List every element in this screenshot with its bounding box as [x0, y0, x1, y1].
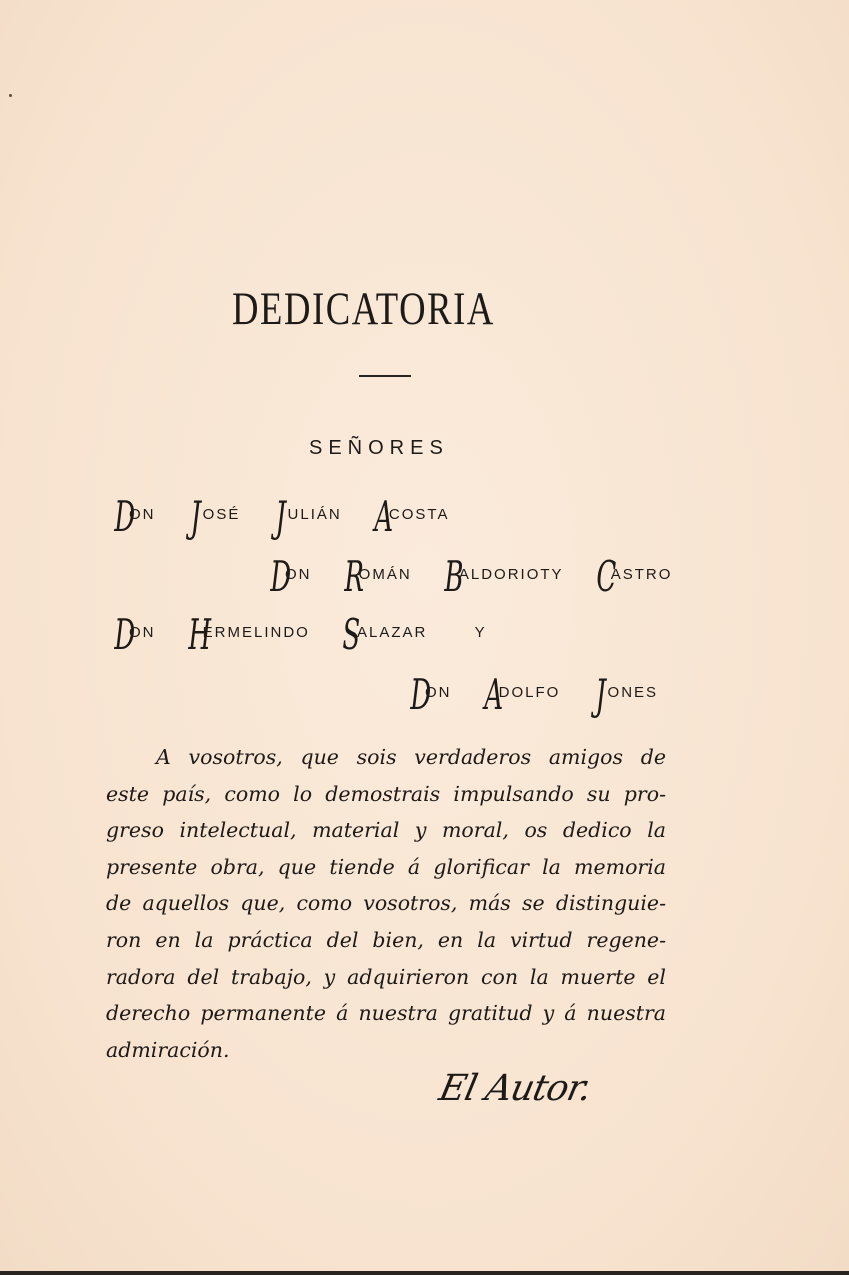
dedicatee-word: JOSÉ	[189, 492, 241, 541]
divider-rule	[359, 375, 411, 377]
page-bottom-edge	[0, 1271, 849, 1275]
author-signature: El Autor.	[435, 1068, 595, 1109]
dedicatee-word: ROMÁN	[344, 552, 412, 601]
dedicatee-word: HERMELINDO	[188, 610, 310, 659]
dedicatee-word: JONES	[594, 670, 659, 719]
dedicatee-word: DON	[410, 670, 452, 719]
paragraph-line: radora del trabajo, y adquirieron con la muerte el	[106, 964, 666, 989]
ink-speck	[9, 94, 12, 97]
dedicatee-word: DON	[270, 552, 312, 601]
dedicatee-word: ADOLFO	[484, 670, 561, 719]
dedicatee-word: ACOSTA	[374, 492, 450, 541]
paragraph-line: de aquellos que, como vosotros, más se distinguie-	[106, 891, 666, 916]
title-text: DEDICATORIA	[232, 283, 495, 335]
dedicatee-line-2	[262, 552, 690, 601]
dedication-paragraph	[106, 739, 666, 1068]
dedicatee-word: DON	[114, 610, 156, 659]
dedicatee-word: CASTRO	[596, 552, 673, 601]
page-title	[232, 282, 552, 338]
dedicatee-word: BALDORIOTY	[444, 552, 564, 601]
dedicatee-word: SALAZAR	[342, 610, 428, 659]
paragraph-line: presente obra, que tiende á glorificar la memoria	[106, 854, 666, 879]
dedicatee-line-3	[106, 610, 505, 659]
dedicatee-word: JULIÁN	[274, 492, 342, 541]
dedicatee-word: DON	[114, 492, 156, 541]
paragraph-line: A vosotros, que sois verdaderos amigos de	[156, 745, 666, 769]
dedicatee-word: Y	[474, 624, 487, 641]
paragraph-line: ron en la práctica del bien, en la virtud regene-	[106, 927, 666, 952]
dedicatee-line-4	[402, 670, 676, 719]
dedicatee-line-1	[106, 492, 467, 541]
paragraph-line: greso intelectual, material y moral, os dedico la	[106, 818, 666, 843]
paragraph-line: derecho permanente á nuestra gratitud y á nuestra	[106, 1001, 666, 1026]
paragraph-line: este país, como lo demostrais impulsando su pro-	[106, 781, 666, 806]
salutation: SEÑORES	[309, 437, 449, 459]
paragraph-line: admiración.	[106, 1037, 230, 1062]
